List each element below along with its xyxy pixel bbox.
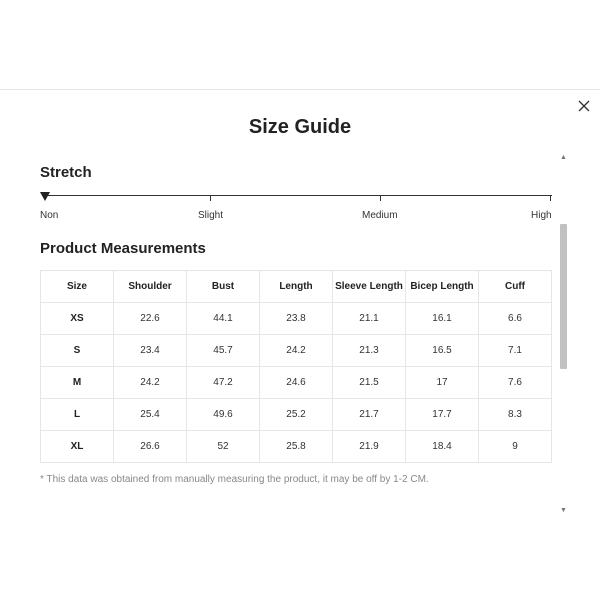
table-row — [41, 303, 552, 335]
table-cell: 23.8 — [260, 303, 333, 335]
column-header: Bust — [187, 271, 260, 303]
table-cell: 45.7 — [187, 335, 260, 367]
scrollbar-thumb[interactable] — [560, 224, 567, 369]
stretch-title: Stretch — [40, 164, 92, 181]
table-cell: 21.1 — [333, 303, 406, 335]
table-header-row — [41, 271, 552, 303]
column-header: Sleeve Length — [333, 271, 406, 303]
stretch-level-non: Non — [40, 210, 59, 221]
table-cell: 24.6 — [260, 367, 333, 399]
column-header: Shoulder — [114, 271, 187, 303]
table-cell: 18.4 — [406, 431, 479, 463]
size-cell: L — [41, 399, 114, 431]
stretch-scale — [40, 192, 552, 232]
table-cell: 21.5 — [333, 367, 406, 399]
table-row — [41, 367, 552, 399]
stretch-tick — [210, 195, 211, 201]
table-cell: 49.6 — [187, 399, 260, 431]
table-cell: 22.6 — [114, 303, 187, 335]
column-header: Length — [260, 271, 333, 303]
measurement-note: * This data was obtained from manually measuring the product, it may be off by 1-2 CM. — [40, 474, 429, 485]
size-cell: XS — [41, 303, 114, 335]
column-header: Size — [41, 271, 114, 303]
table-cell: 7.6 — [479, 367, 552, 399]
size-cell: S — [41, 335, 114, 367]
table-cell: 25.2 — [260, 399, 333, 431]
size-guide-modal — [0, 89, 600, 601]
table-cell: 21.3 — [333, 335, 406, 367]
table-cell: 44.1 — [187, 303, 260, 335]
table-cell: 7.1 — [479, 335, 552, 367]
table-cell: 23.4 — [114, 335, 187, 367]
scroll-down-icon[interactable]: ▼ — [560, 507, 567, 514]
stretch-level-medium: Medium — [362, 210, 398, 221]
table-cell: 17.7 — [406, 399, 479, 431]
close-icon[interactable] — [577, 99, 591, 113]
table-cell: 16.5 — [406, 335, 479, 367]
table-cell: 25.8 — [260, 431, 333, 463]
scroll-up-icon[interactable]: ▲ — [560, 154, 567, 161]
stretch-level-slight: Slight — [198, 210, 224, 221]
table-row — [41, 431, 552, 463]
column-header: Bicep Length — [406, 271, 479, 303]
table-cell: 24.2 — [114, 367, 187, 399]
table-cell: 21.9 — [333, 431, 406, 463]
size-guide-content — [40, 154, 552, 514]
table-cell: 52 — [187, 431, 260, 463]
table-cell: 17 — [406, 367, 479, 399]
table-cell: 47.2 — [187, 367, 260, 399]
stretch-tick — [380, 195, 381, 201]
modal-title: Size Guide — [248, 116, 352, 138]
table-cell: 16.1 — [406, 303, 479, 335]
stretch-marker-icon — [40, 192, 50, 201]
stretch-line — [45, 195, 552, 196]
table-cell: 21.7 — [333, 399, 406, 431]
stretch-tick — [550, 195, 551, 201]
table-cell: 26.6 — [114, 431, 187, 463]
column-header: Cuff — [479, 271, 552, 303]
size-cell: M — [41, 367, 114, 399]
table-row — [41, 335, 552, 367]
table-cell: 9 — [479, 431, 552, 463]
table-cell: 25.4 — [114, 399, 187, 431]
size-cell: XL — [41, 431, 114, 463]
stretch-level-high: High — [531, 210, 552, 221]
scrollbar[interactable] — [559, 154, 568, 514]
table-cell: 6.6 — [479, 303, 552, 335]
table-cell: 24.2 — [260, 335, 333, 367]
product-measurements-title: Product Measurements — [40, 240, 206, 257]
measurements-table — [40, 270, 552, 463]
table-cell: 8.3 — [479, 399, 552, 431]
table-row — [41, 399, 552, 431]
